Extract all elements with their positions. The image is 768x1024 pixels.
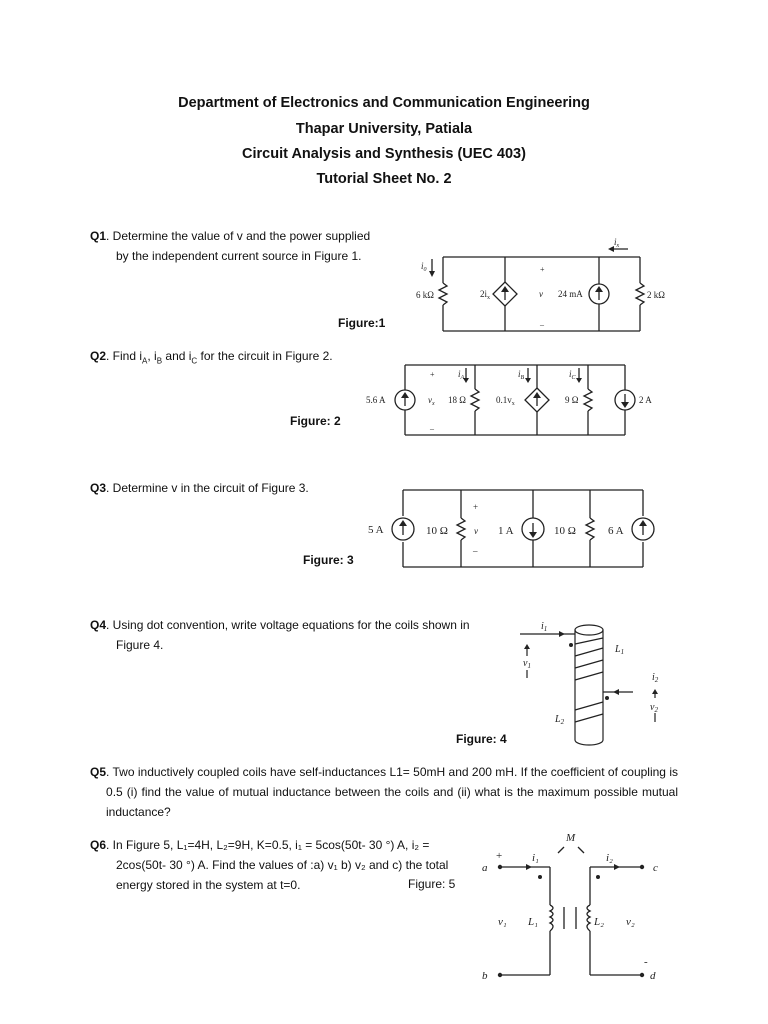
current-label: i₂ (606, 852, 613, 864)
question-text: 2cos(50t- 30 °) A. Find the values of :a) v₁ b) v₂ and c) the total (116, 858, 449, 872)
question-number: Q3 (90, 481, 107, 495)
svg-text:+: + (430, 370, 435, 379)
figure-2-caption: Figure: 2 (290, 414, 341, 428)
current-label-sub: B (520, 375, 525, 381)
minus-sign: - (644, 956, 648, 968)
svg-text:2ix (480, 289, 490, 301)
question-number: Q2 (90, 349, 107, 363)
voltage-label: v (650, 702, 655, 713)
resistor-label: 6 kΩ (416, 290, 434, 300)
source-label-sub: x (487, 295, 491, 301)
current-label-sub: x (616, 243, 620, 249)
svg-text:+: + (473, 502, 479, 512)
current-label: i (421, 261, 424, 271)
current-label: i (458, 369, 461, 379)
inductor-label: L₁ (528, 916, 538, 928)
question-text: . Using dot convention, write voltage equations for the coils shown in (106, 618, 470, 632)
svg-text:iA (458, 369, 465, 381)
question-text: energy stored in the system at t=0. (116, 878, 301, 892)
figure-1-circuit (400, 235, 690, 345)
current-label: i (518, 369, 521, 379)
terminal-c: c (653, 862, 658, 874)
question-5 (90, 762, 678, 822)
figure-5-coupled-coils (470, 825, 690, 985)
svg-text:v2 (650, 702, 658, 714)
current-label-sub: 0 (423, 267, 427, 273)
source-label: 0.1v (496, 395, 512, 405)
source-label: 1 A (498, 525, 514, 537)
question-text: . Two inductively coupled coils have self-inductances L1= 50mH and 200 mH. If the coefficient of coupling is 0.5 (i) find the value of mutual inductance between the coils and (ii) what is the maximum possible mutual inductance? (106, 765, 678, 819)
current-label: i (652, 672, 655, 683)
voltage-label-sub: 2 (654, 706, 658, 714)
svg-text:iB (518, 369, 525, 381)
current-label: i (614, 237, 617, 247)
inductor-label-sub: 1 (620, 648, 625, 656)
voltage-label: v (523, 658, 528, 669)
inductor-label: L (615, 644, 621, 655)
subscript: A (142, 356, 148, 366)
svg-text:L1 (614, 644, 624, 656)
current-label-sub: C (571, 375, 576, 381)
mutual-inductance-label: M (566, 832, 576, 844)
question-text: . Determine v in the circuit of Figure 3. (106, 481, 309, 495)
sheet-title: Tutorial Sheet No. 2 (316, 171, 452, 187)
terminal-b: b (482, 970, 488, 982)
plus-sign: + (496, 850, 503, 862)
figure-1-caption: Figure:1 (338, 316, 386, 330)
resistor-label: 2 kΩ (647, 290, 665, 300)
voltage-label: v (539, 289, 543, 299)
figure-3-circuit (360, 480, 670, 580)
resistor-label: 10 Ω (426, 525, 448, 537)
svg-text:vx (428, 395, 435, 407)
resistor-label: 10 Ω (554, 525, 576, 537)
svg-text:i0 (421, 261, 427, 273)
source-label: 2i (480, 289, 488, 299)
voltage-label: v₁ (498, 916, 507, 928)
terminal-d: d (650, 970, 656, 982)
svg-text:–: – (430, 424, 434, 433)
current-label: i (569, 369, 572, 379)
question-number: Q4 (90, 618, 107, 632)
current-label-sub: A (460, 375, 465, 381)
svg-text:–: – (473, 546, 478, 556)
resistor-label: 9 Ω (565, 395, 579, 405)
university-name: Thapar University, Patiala (295, 121, 473, 137)
svg-text:iC (569, 369, 577, 381)
figure-4-caption: Figure: 4 (456, 732, 507, 746)
source-label: 24 mA (558, 289, 583, 299)
terminal-a: a (482, 862, 488, 874)
voltage-label: v (428, 395, 432, 405)
resistor-label: 18 Ω (448, 395, 466, 405)
question-text: for the circuit in Figure 2. (197, 349, 333, 363)
question-text: , i (147, 349, 157, 363)
svg-text:L2 (554, 714, 565, 726)
question-number: Q1 (90, 229, 107, 243)
figure-5-caption: Figure: 5 (408, 877, 456, 891)
question-number: Q6 (90, 838, 107, 852)
svg-text:0.1vx (496, 395, 515, 407)
current-label-sub: 1 (543, 625, 548, 633)
question-number: Q5 (90, 765, 107, 779)
svg-text:ix (614, 237, 620, 249)
question-text: . Find i (106, 349, 143, 363)
svg-text:v1 (523, 658, 531, 670)
svg-text:i1 (541, 621, 547, 633)
inductor-label: L₂ (594, 916, 604, 928)
question-text: by the independent current source in Figure 1. (116, 249, 362, 263)
subscript: B (156, 356, 163, 366)
figure-2-circuit (360, 355, 670, 445)
question-text: . Determine the value of v and the power supplied (106, 229, 371, 243)
minus-sign: – (540, 320, 544, 329)
figure-4-coils (505, 612, 675, 752)
voltage-label: v (474, 526, 478, 536)
source-label: 6 A (608, 525, 624, 537)
subscript: C (191, 356, 198, 366)
department-title: Department of Electronics and Communication Engineering (178, 95, 590, 111)
plus-sign: + (540, 265, 545, 274)
figure-3-caption: Figure: 3 (303, 553, 354, 567)
question-text: . In Figure 5, L₁=4H, L₂=9H, K=0.5, i₁ = 5cos(50t- 30 °) A, i₂ = (106, 838, 430, 852)
svg-text:i2 (652, 672, 659, 684)
source-label-sub: x (511, 401, 515, 407)
question-text: and i (162, 349, 192, 363)
current-label: i (541, 621, 544, 632)
question-4 (90, 615, 520, 655)
question-text: Figure 4. (116, 638, 164, 652)
current-label: i₁ (532, 852, 539, 864)
question-1 (90, 226, 410, 266)
source-label: 5 A (368, 524, 384, 536)
inductor-label: L (555, 714, 561, 725)
voltage-label-sub: x (432, 401, 435, 407)
course-title: Circuit Analysis and Synthesis (UEC 403) (242, 146, 526, 162)
inductor-label-sub: 2 (560, 718, 565, 726)
source-label: 5.6 A (366, 395, 386, 405)
current-label-sub: 2 (654, 676, 659, 684)
voltage-label-sub: 1 (527, 662, 531, 670)
source-label: 2 A (639, 395, 652, 405)
voltage-label: v₂ (626, 916, 635, 928)
